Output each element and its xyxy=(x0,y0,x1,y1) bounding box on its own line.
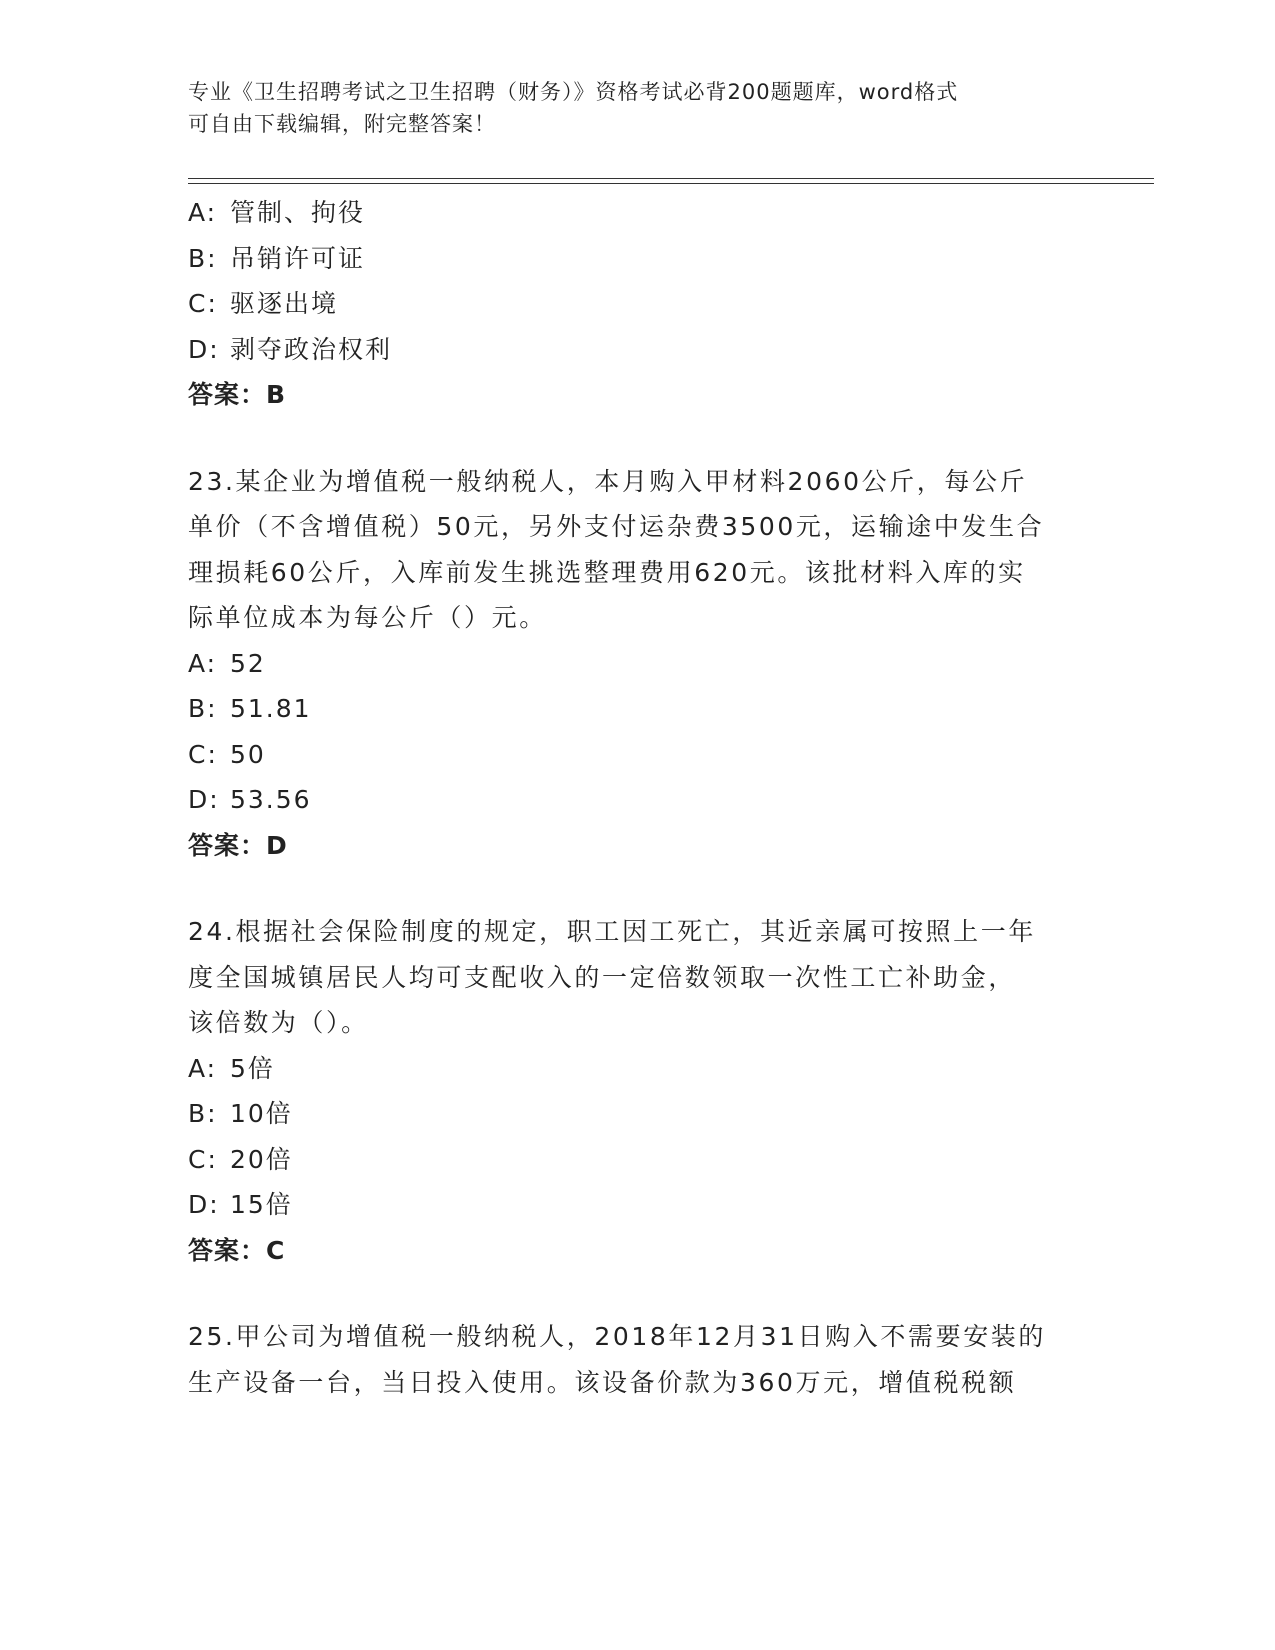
option-a: A: 管制、拘役 xyxy=(188,198,366,227)
option-d: D: 15倍 xyxy=(188,1190,293,1219)
question-text-line: 25.甲公司为增值税一般纳税人，2018年12月31日购入不需要安装的 xyxy=(188,1322,1047,1351)
option-c: C: 20倍 xyxy=(188,1144,293,1174)
header-line-2: 可自由下载编辑，附完整答案！ xyxy=(188,112,496,136)
question-content xyxy=(188,190,1088,1405)
option-d: D: 53.56 xyxy=(188,785,312,814)
answer-label: 答案：B xyxy=(188,380,287,409)
header-divider-top xyxy=(188,178,1154,179)
header-line-1: 专业《卫生招聘考试之卫生招聘（财务）》资格考试必背200题题库，word格式 xyxy=(188,80,959,104)
question-24 xyxy=(188,909,1088,1046)
question-23 xyxy=(188,459,1088,641)
option-c: C: 50 xyxy=(188,739,266,769)
question-text-line: 理损耗60公斤，入库前发生挑选整理费用620元。该批材料入库的实 xyxy=(188,557,1026,587)
option-c: C: 驱逐出境 xyxy=(188,289,339,318)
option-a: A: 5倍 xyxy=(188,1053,275,1083)
answer-label: 答案：D xyxy=(188,830,288,860)
question-25 xyxy=(188,1314,1088,1405)
spacer xyxy=(188,868,1088,909)
answer-label: 答案：C xyxy=(188,1235,286,1265)
spacer xyxy=(188,1273,1088,1314)
question-text-line: 度全国城镇居民人均可支配收入的一定倍数领取一次性工亡补助金， xyxy=(188,962,1017,992)
question-text-line: 23.某企业为增值税一般纳税人，本月购入甲材料2060公斤，每公斤 xyxy=(188,466,1028,496)
question-text-line: 生产设备一台，当日投入使用。该设备价款为360万元，增值税税额 xyxy=(188,1367,1017,1397)
option-d: D: 剥夺政治权利 xyxy=(188,334,393,364)
header-divider-bottom xyxy=(188,183,1154,184)
option-a: A: 52 xyxy=(188,648,266,678)
question-text-line: 单价（不含增值税）50元，另外支付运杂费3500元，运输途中发生合 xyxy=(188,512,1045,541)
question-text-line: 24.根据社会保险制度的规定，职工因工死亡，其近亲属可按照上一年 xyxy=(188,917,1036,946)
option-b: B: 吊销许可证 xyxy=(188,243,366,273)
previous-question-block xyxy=(188,190,1088,418)
question-text-line: 际单位成本为每公斤（）元。 xyxy=(188,603,547,632)
option-b: B: 10倍 xyxy=(188,1099,293,1128)
option-b: B: 51.81 xyxy=(188,694,312,723)
spacer xyxy=(188,418,1088,459)
question-text-line: 该倍数为（）。 xyxy=(188,1008,369,1037)
page-header xyxy=(188,76,1068,140)
